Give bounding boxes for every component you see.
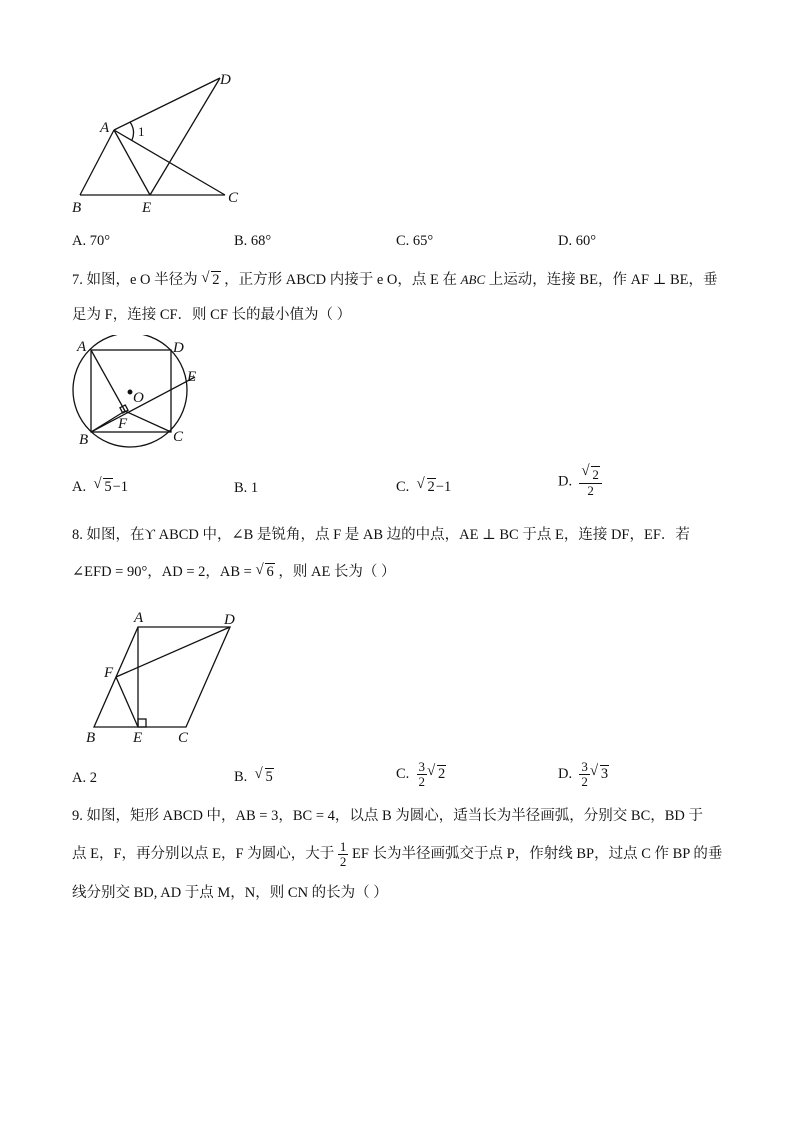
q7-label-D: D xyxy=(173,340,184,356)
q8-option-d: D. $\frac{3}{2}$ √ 3 xyxy=(558,760,609,789)
q9-line2: 点 E，F，再分别以点 E，F 为圆心，大于 $\frac{1}{2}$ EF 长为半径画弧交于点 P，作射线 BP，过点 C 作 BP 的垂 xyxy=(72,839,723,869)
q7-arc-abc: ABC xyxy=(460,272,486,287)
q9-line1: 9. 如图，矩形 ABCD 中，AB = 3，BC = 4，以点 B 为圆心，适当长为半径画弧，分别交 BC，BD 于 xyxy=(72,808,704,824)
q6-label-C: C xyxy=(228,190,239,206)
q8-label-E: E xyxy=(133,730,143,746)
q6-label-E: E xyxy=(142,200,152,216)
q8-figure xyxy=(80,605,250,750)
q8-label-B: B xyxy=(86,730,96,746)
q8-option-b: B. √ 5 xyxy=(234,768,274,786)
q7-line1: 7. 如图，e O 半径为 √ 2 ，正方形 ABCD 内接于 e O，点 E 在 ABC 上运动，连接 BE，作 AF ⊥ BE，垂 xyxy=(72,270,718,290)
q7-option-c: C. √ 2−1 xyxy=(396,478,451,496)
q8-label-C: C xyxy=(178,730,189,746)
q7-figure xyxy=(65,335,215,450)
q8-label-A: A xyxy=(134,610,144,626)
q6-angle-label: 1 xyxy=(138,124,145,139)
q9-line3: 线分别交 BD, AD 于点 M，N，则 CN 的长为（ ） xyxy=(72,885,388,901)
q7-label-C: C xyxy=(173,429,184,445)
q7-option-d: D. √ $\frac{2}{2}$ xyxy=(558,466,602,498)
q6-option-a: A. 70° xyxy=(72,233,111,249)
q8-option-a: A. 2 xyxy=(72,770,97,786)
q6-label-A: A xyxy=(100,120,110,136)
q6-option-d: D. 60° xyxy=(558,233,597,249)
q7-label-F: F xyxy=(118,416,128,432)
q7-radius-sqrt: √ 2 xyxy=(201,270,220,290)
q7-option-b: B. 1 xyxy=(234,480,259,496)
q8-line2: ∠EFD = 90°，AD = 2，AB = √ 6 ，则 AE 长为（ ） xyxy=(72,562,396,582)
q6-option-c: C. 65° xyxy=(396,233,434,249)
q8-option-c: C. $\frac{3}{2}$ √ 2 xyxy=(396,760,446,789)
q7-label-A: A xyxy=(77,339,87,355)
q7-option-a: A. √ 5−1 xyxy=(72,478,128,496)
q8-label-D: D xyxy=(224,612,235,628)
q8-line1: 8. 如图，在ϒ ABCD 中，∠B 是锐角，点 F 是 AB 边的中点，AE ⊥ BC 于点 E，连接 DF，EF．若 xyxy=(72,527,690,543)
q7-label-E: E xyxy=(187,369,197,385)
q6-option-b: B. 68° xyxy=(234,233,272,249)
q7-line2: 足为 F，连接 CF．则 CF 长的最小值为（ ） xyxy=(72,307,352,323)
q8-label-F: F xyxy=(104,665,114,681)
q6-label-B: B xyxy=(72,200,82,216)
q6-figure xyxy=(60,60,260,220)
q6-label-D: D xyxy=(220,72,231,88)
q7-label-B: B xyxy=(79,432,89,448)
q9-half-fraction: $\frac{1}{2}$ xyxy=(339,839,347,869)
q7-label-O: O xyxy=(133,390,144,406)
